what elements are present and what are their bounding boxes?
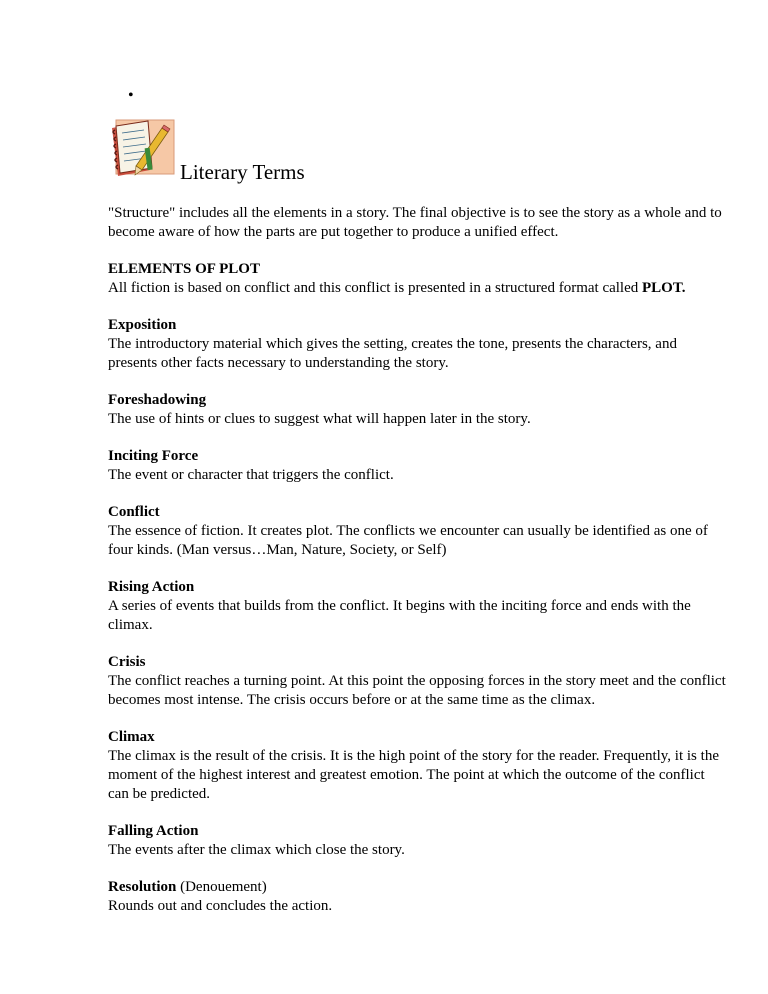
term-name: Rising Action — [108, 579, 195, 595]
term-name-suffix: (Denouement) — [176, 879, 267, 895]
term-climax — [108, 728, 728, 804]
term-definition: The climax is the result of the crisis. It is the high point of the story for the reader. Frequently, it is the moment of the highest interest and greatest emotion. The point at which the outcome of the conflict can be predicted. — [108, 748, 719, 802]
term-definition: The use of hints or clues to suggest what will happen later in the story. — [108, 411, 531, 427]
term-exposition — [108, 316, 728, 373]
term-crisis — [108, 653, 728, 710]
notebook-pencil-icon — [106, 118, 182, 180]
term-resolution — [108, 878, 728, 916]
section-description-text: All fiction is based on conflict and this conflict is presented in a structured format called — [108, 280, 643, 296]
section-heading-text: ELEMENTS OF PLOT — [108, 261, 260, 277]
term-definition: The introductory material which gives the setting, creates the tone, presents the characters, and presents other facts necessary to understanding the story. — [108, 336, 677, 371]
term-name: Climax — [108, 729, 155, 745]
plot-keyword: PLOT. — [642, 280, 686, 296]
term-name: Exposition — [108, 317, 177, 333]
term-name: Crisis — [108, 654, 146, 670]
term-definition: The essence of fiction. It creates plot. The conflicts we encounter can usually be identified as one of four kinds. (Man versus…Man, Nature, Society, or Self) — [108, 523, 708, 558]
term-name: Resolution — [108, 879, 177, 895]
document-body — [108, 204, 728, 934]
term-conflict — [108, 503, 728, 560]
intro-paragraph: "Structure" includes all the elements in a story. The final objective is to see the story as a whole and to become aware of how the parts are put together to produce a unified effect. — [108, 205, 722, 240]
term-definition: The conflict reaches a turning point. At this point the opposing forces in the story meet and the conflict becomes most intense. The crisis occurs before or at the same time as the climax. — [108, 673, 726, 708]
term-foreshadowing — [108, 391, 728, 429]
term-definition: A series of events that builds from the conflict. It begins with the inciting force and ends with the climax. — [108, 598, 691, 633]
term-definition: The events after the climax which close the story. — [108, 842, 405, 858]
term-name: Inciting Force — [108, 448, 199, 464]
section-description — [108, 279, 728, 298]
section-heading — [108, 260, 728, 279]
term-rising-action — [108, 578, 728, 635]
term-definition: The event or character that triggers the conflict. — [108, 467, 394, 483]
term-definition: Rounds out and concludes the action. — [108, 898, 333, 914]
term-name: Foreshadowing — [108, 392, 207, 408]
list-bullet: • — [128, 87, 134, 104]
term-name: Falling Action — [108, 823, 199, 839]
term-name: Conflict — [108, 504, 160, 520]
term-inciting-force — [108, 447, 728, 485]
term-falling-action — [108, 822, 728, 860]
page-title: Literary Terms — [180, 160, 305, 184]
